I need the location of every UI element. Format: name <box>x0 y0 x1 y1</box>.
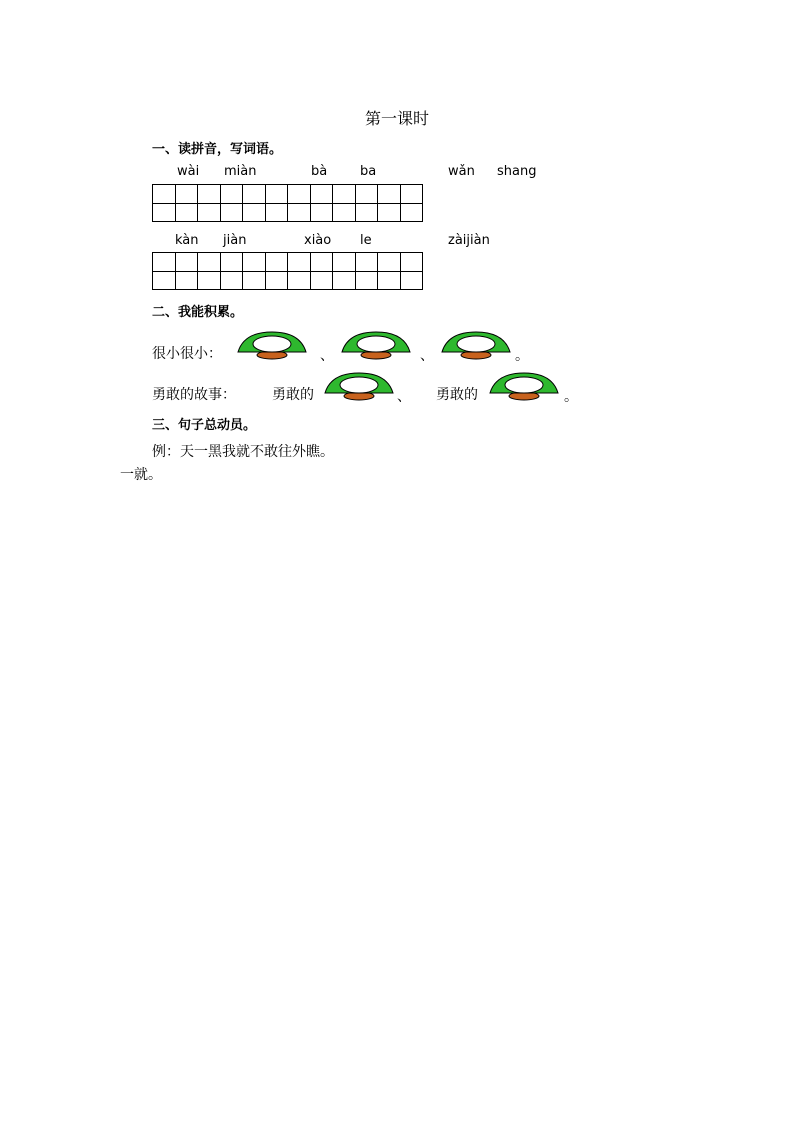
mushroom-blank-icon[interactable] <box>488 371 560 401</box>
tianzige-cell[interactable] <box>242 252 288 290</box>
separator: 、 <box>420 348 434 364</box>
mushroom-blank-icon[interactable] <box>323 371 395 401</box>
separator: 、 <box>320 348 334 364</box>
pinyin: miàn <box>224 164 257 179</box>
pinyin: xiào <box>304 233 332 248</box>
tianzige-cell[interactable] <box>197 252 243 290</box>
task-prompt: 一就。 <box>120 467 162 483</box>
section-3-heading: 三、句子总动员。 <box>152 418 257 433</box>
example-sentence: 例：天一黑我就不敢往外瞧。 <box>152 444 334 460</box>
tianzige-cell[interactable] <box>287 184 333 222</box>
line2-label: 勇敢的故事： <box>152 387 236 403</box>
mushroom-blank-icon[interactable] <box>236 330 308 360</box>
period: 。 <box>515 348 529 364</box>
section-2-heading: 二、我能积累。 <box>152 305 244 320</box>
tianzige-cell[interactable] <box>332 184 378 222</box>
tianzige-cell[interactable] <box>152 184 198 222</box>
pinyin: kàn <box>175 233 199 248</box>
tianzige-cell[interactable] <box>152 252 198 290</box>
tianzige-cell[interactable] <box>332 252 378 290</box>
tianzige-cell[interactable] <box>377 252 423 290</box>
mushroom-blank-icon[interactable] <box>440 330 512 360</box>
line2-word: 勇敢的 <box>272 387 314 403</box>
section-1-heading: 一、读拼音，写词语。 <box>152 142 283 157</box>
page-title: 第一课时 <box>364 109 429 128</box>
pinyin: wǎn <box>448 164 475 179</box>
pinyin: shang <box>497 164 537 179</box>
line2-word: 勇敢的 <box>436 387 478 403</box>
mushroom-blank-icon[interactable] <box>340 330 412 360</box>
period: 。 <box>564 389 578 405</box>
writing-grid-row-2[interactable] <box>152 252 428 290</box>
separator: 、 <box>397 389 411 405</box>
tianzige-cell[interactable] <box>197 184 243 222</box>
writing-grid-row-1[interactable] <box>152 184 428 222</box>
tianzige-cell[interactable] <box>287 252 333 290</box>
pinyin: jiàn <box>223 233 247 248</box>
line1-label: 很小很小： <box>152 346 222 362</box>
pinyin: wài <box>177 164 200 179</box>
pinyin: zàijiàn <box>448 233 490 248</box>
pinyin: ba <box>360 164 377 179</box>
tianzige-cell[interactable] <box>242 184 288 222</box>
pinyin: bà <box>311 164 328 179</box>
pinyin: le <box>360 233 372 248</box>
tianzige-cell[interactable] <box>377 184 423 222</box>
